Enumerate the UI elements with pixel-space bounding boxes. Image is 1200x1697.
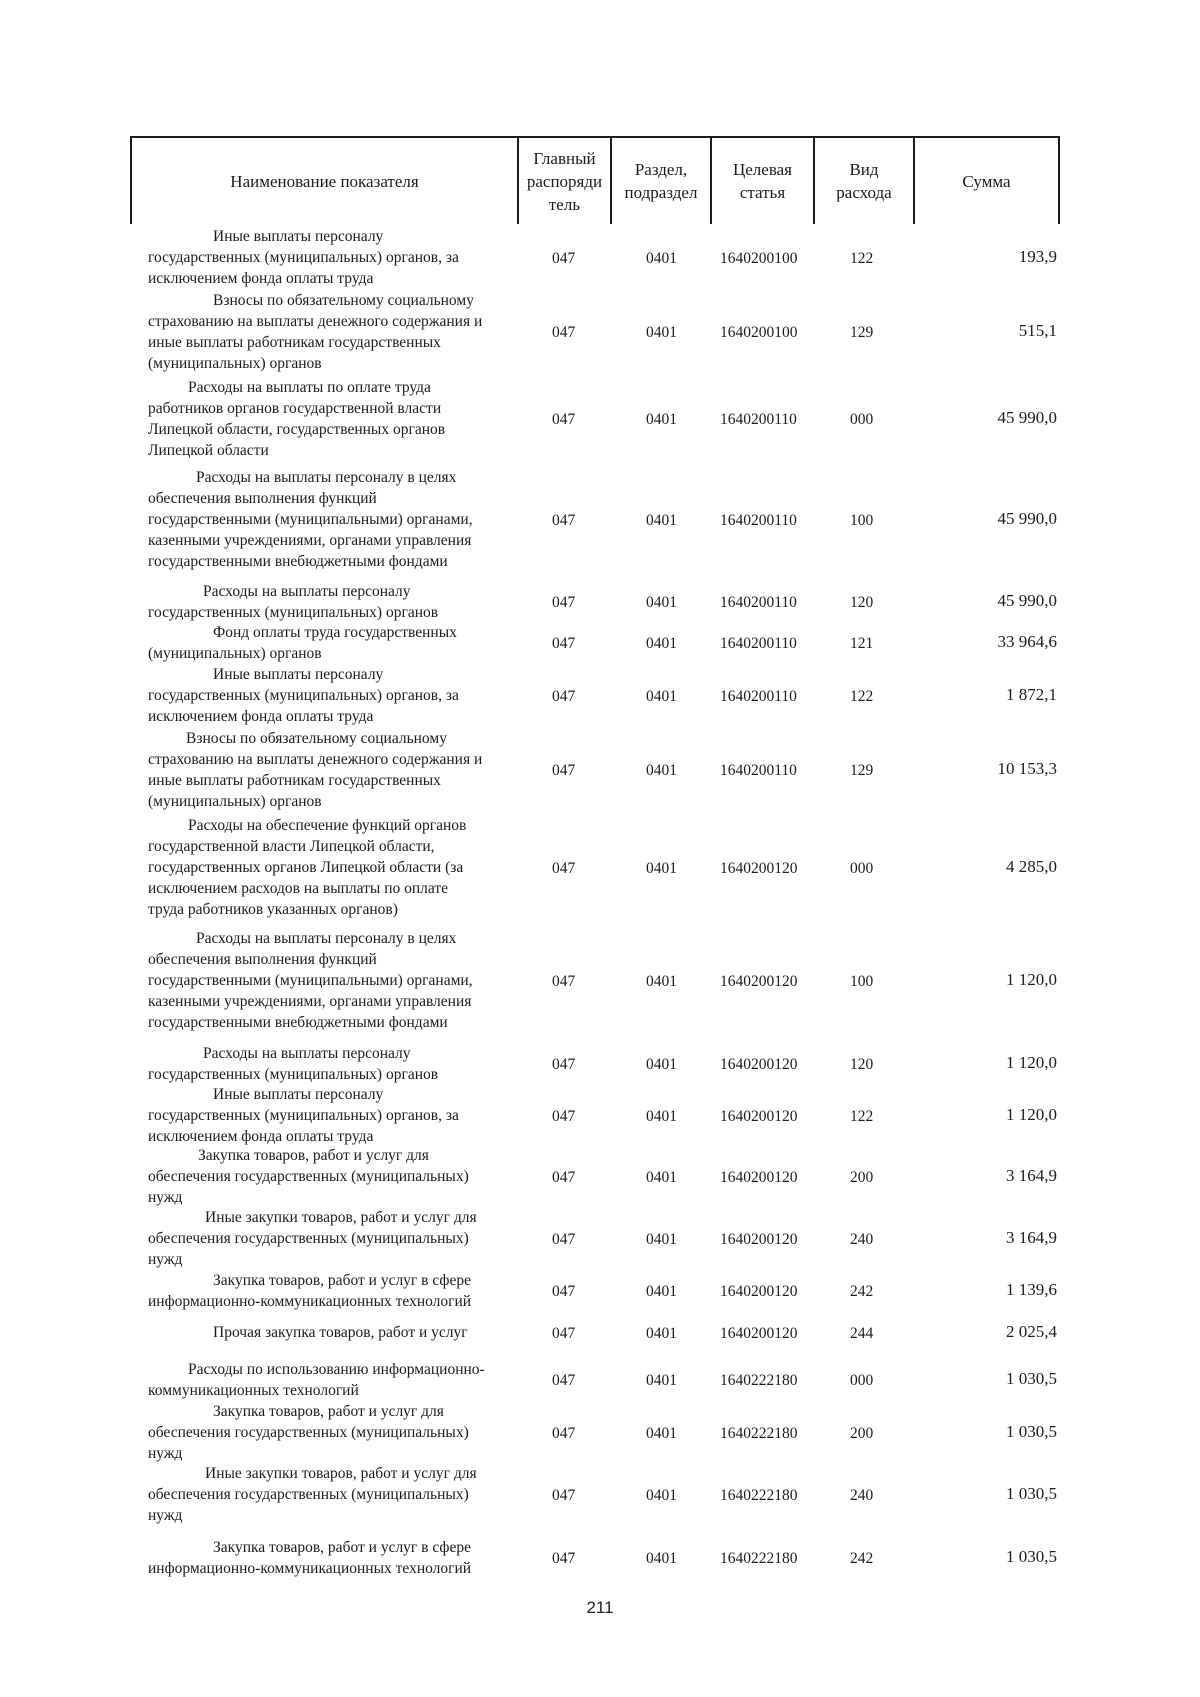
row-name bbox=[148, 1084, 518, 1147]
row-section: 0401 bbox=[646, 973, 677, 990]
row-grbs: 047 bbox=[552, 1231, 576, 1248]
row-target: 1640200120 bbox=[720, 1056, 798, 1073]
table-row bbox=[0, 1145, 1200, 1208]
table-row bbox=[0, 1401, 1200, 1464]
row-sum: 10 153,3 bbox=[997, 759, 1057, 778]
row-grbs: 047 bbox=[552, 1283, 576, 1300]
table-row bbox=[0, 1084, 1200, 1147]
table-row bbox=[0, 467, 1200, 572]
row-target: 1640222180 bbox=[720, 1550, 798, 1567]
row-name bbox=[148, 1270, 518, 1312]
row-name bbox=[148, 728, 518, 812]
row-name-first-line: Фонд оплаты труда государственных bbox=[213, 624, 457, 641]
row-sum: 1 120,0 bbox=[1006, 970, 1057, 989]
row-name-rest: обеспечения выполнения функций государственными (муниципальными) органами, казенными учреждениями, органами управления государственными внебюджетными фондами bbox=[148, 490, 473, 570]
table-row bbox=[0, 377, 1200, 461]
row-name-rest: (муниципальных) органов bbox=[148, 645, 322, 662]
row-target: 1640222180 bbox=[720, 1372, 798, 1389]
table-row bbox=[0, 1322, 1200, 1343]
row-name-first-line: Расходы на обеспечение функций органов bbox=[188, 817, 467, 834]
row-target: 1640200120 bbox=[720, 1283, 798, 1300]
row-name-first-line: Расходы по использованию информационно- bbox=[188, 1361, 485, 1378]
row-sum: 3 164,9 bbox=[1006, 1166, 1057, 1185]
row-name bbox=[148, 290, 518, 374]
row-grbs: 047 bbox=[552, 512, 576, 529]
row-name-first-line: Расходы на выплаты персоналу bbox=[203, 1045, 411, 1062]
row-grbs: 047 bbox=[552, 1325, 576, 1342]
row-grbs: 047 bbox=[552, 973, 576, 990]
row-vid: 242 bbox=[850, 1283, 874, 1300]
row-section: 0401 bbox=[646, 1550, 677, 1567]
row-vid: 120 bbox=[850, 594, 874, 611]
row-sum: 2 025,4 bbox=[1006, 1322, 1057, 1341]
row-target: 1640200120 bbox=[720, 1108, 798, 1125]
row-grbs: 047 bbox=[552, 1550, 576, 1567]
row-sum: 515,1 bbox=[1018, 321, 1057, 340]
row-name-rest: информационно-коммуникационных технологий bbox=[148, 1293, 472, 1310]
row-sum: 1 030,5 bbox=[1006, 1547, 1057, 1566]
row-sum: 45 990,0 bbox=[997, 591, 1057, 610]
row-sum: 1 139,6 bbox=[1006, 1280, 1057, 1299]
row-section: 0401 bbox=[646, 324, 677, 341]
row-name-rest: обеспечения государственных (муниципальных) нужд bbox=[148, 1230, 469, 1268]
row-grbs: 047 bbox=[552, 1108, 576, 1125]
row-name-first-line: Закупка товаров, работ и услуг в сфере bbox=[213, 1272, 471, 1289]
row-grbs: 047 bbox=[552, 411, 576, 428]
row-grbs: 047 bbox=[552, 594, 576, 611]
header-rule bbox=[1058, 136, 1060, 224]
row-target: 1640200110 bbox=[720, 762, 797, 779]
row-name-first-line: Иные закупки товаров, работ и услуг для bbox=[205, 1209, 477, 1226]
row-name bbox=[148, 1463, 518, 1526]
header-target: Целевая статья bbox=[732, 160, 793, 202]
row-section: 0401 bbox=[646, 860, 677, 877]
row-vid: 200 bbox=[850, 1169, 874, 1186]
row-section: 0401 bbox=[646, 635, 677, 652]
row-target: 1640200110 bbox=[720, 512, 797, 529]
row-target: 1640200100 bbox=[720, 324, 798, 341]
row-target: 1640200110 bbox=[720, 635, 797, 652]
row-name bbox=[148, 377, 518, 461]
table-row bbox=[0, 815, 1200, 920]
row-section: 0401 bbox=[646, 1108, 677, 1125]
row-name-rest: обеспечения государственных (муниципальных) нужд bbox=[148, 1168, 469, 1206]
row-section: 0401 bbox=[646, 1283, 677, 1300]
row-section: 0401 bbox=[646, 512, 677, 529]
row-section: 0401 bbox=[646, 250, 677, 267]
row-grbs: 047 bbox=[552, 324, 576, 341]
row-section: 0401 bbox=[646, 1425, 677, 1442]
row-vid: 000 bbox=[850, 1372, 874, 1389]
row-target: 1640200120 bbox=[720, 860, 798, 877]
row-sum: 45 990,0 bbox=[997, 509, 1057, 528]
row-sum: 33 964,6 bbox=[997, 632, 1057, 651]
row-name-first-line: Расходы на выплаты по оплате труда bbox=[188, 379, 431, 396]
table-row bbox=[0, 1043, 1200, 1085]
row-section: 0401 bbox=[646, 1169, 677, 1186]
row-name-rest: информационно-коммуникационных технологий bbox=[148, 1560, 472, 1577]
row-sum: 1 872,1 bbox=[1006, 685, 1057, 704]
row-vid: 121 bbox=[850, 635, 874, 652]
row-sum: 1 030,5 bbox=[1006, 1369, 1057, 1388]
row-name-rest: страхованию на выплаты денежного содержания и иные выплаты работникам государственных (муниципальных) органов bbox=[148, 751, 483, 810]
row-name bbox=[148, 1359, 518, 1401]
row-grbs: 047 bbox=[552, 762, 576, 779]
header-section: Раздел, подраздел bbox=[624, 160, 698, 202]
row-vid: 242 bbox=[850, 1550, 874, 1567]
table-row bbox=[0, 1537, 1200, 1579]
row-sum: 3 164,9 bbox=[1006, 1228, 1057, 1247]
header-vid: Вид расхода bbox=[836, 160, 892, 202]
row-section: 0401 bbox=[646, 688, 677, 705]
table-row bbox=[0, 928, 1200, 1033]
row-vid: 122 bbox=[850, 250, 874, 267]
row-name-first-line: Взносы по обязательному социальному bbox=[213, 292, 474, 309]
row-sum: 1 030,5 bbox=[1006, 1422, 1057, 1441]
header-grbs: Главный распоряди тель bbox=[526, 148, 603, 214]
row-sum: 1 030,5 bbox=[1006, 1484, 1057, 1503]
row-name-first-line: Закупка товаров, работ и услуг для bbox=[213, 1403, 444, 1420]
row-section: 0401 bbox=[646, 1231, 677, 1248]
row-name bbox=[148, 622, 518, 664]
row-section: 0401 bbox=[646, 762, 677, 779]
row-name-rest: работников органов государственной власти Липецкой области, государственных органов Липецкой области bbox=[148, 400, 446, 459]
row-vid: 120 bbox=[850, 1056, 874, 1073]
row-name bbox=[148, 1043, 518, 1085]
row-name bbox=[148, 664, 518, 727]
row-name bbox=[148, 581, 518, 623]
row-name-first-line: Иные выплаты персоналу bbox=[213, 228, 384, 245]
row-vid: 129 bbox=[850, 762, 874, 779]
row-name bbox=[148, 815, 518, 920]
row-section: 0401 bbox=[646, 594, 677, 611]
row-name-rest: страхованию на выплаты денежного содержания и иные выплаты работникам государственных (муниципальных) органов bbox=[148, 313, 483, 372]
row-name-first-line: Взносы по обязательному социальному bbox=[186, 730, 447, 747]
row-section: 0401 bbox=[646, 1056, 677, 1073]
row-sum: 193,9 bbox=[1018, 247, 1057, 266]
row-vid: 100 bbox=[850, 512, 874, 529]
row-vid: 122 bbox=[850, 688, 874, 705]
row-name-first-line: Расходы на выплаты персоналу bbox=[203, 583, 411, 600]
row-name bbox=[148, 467, 518, 572]
table-row bbox=[0, 622, 1200, 664]
row-target: 1640200120 bbox=[720, 1231, 798, 1248]
row-name-first-line: Закупка товаров, работ и услуг для bbox=[198, 1147, 429, 1164]
table-row bbox=[0, 1207, 1200, 1270]
table-row bbox=[0, 226, 1200, 289]
row-grbs: 047 bbox=[552, 1169, 576, 1186]
row-name-rest: государственных (муниципальных) органов, за исключением фонда оплаты труда bbox=[148, 1107, 459, 1145]
row-target: 1640200100 bbox=[720, 250, 798, 267]
row-name bbox=[148, 1401, 518, 1464]
row-sum: 1 120,0 bbox=[1006, 1105, 1057, 1124]
header-sum: Сумма bbox=[962, 171, 1011, 191]
row-name-first-line: Расходы на выплаты персоналу в целях bbox=[196, 469, 457, 486]
row-target: 1640200110 bbox=[720, 688, 797, 705]
header-name: Наименование показателя bbox=[230, 171, 419, 191]
row-name-first-line: Закупка товаров, работ и услуг в сфере bbox=[213, 1539, 471, 1556]
row-name-rest: коммуникационных технологий bbox=[148, 1382, 359, 1399]
row-target: 1640222180 bbox=[720, 1425, 798, 1442]
row-name-first-line: Иные выплаты персоналу bbox=[213, 666, 384, 683]
row-name-rest: обеспечения государственных (муниципальных) нужд bbox=[148, 1486, 469, 1524]
row-vid: 240 bbox=[850, 1231, 874, 1248]
row-name-first-line: Иные выплаты персоналу bbox=[213, 1086, 384, 1103]
row-name-rest: обеспечения выполнения функций государственными (муниципальными) органами, казенными учреждениями, органами управления государственными внебюджетными фондами bbox=[148, 951, 473, 1031]
table-header bbox=[130, 136, 1060, 224]
row-vid: 122 bbox=[850, 1108, 874, 1125]
row-section: 0401 bbox=[646, 1325, 677, 1342]
row-target: 1640200120 bbox=[720, 1325, 798, 1342]
row-section: 0401 bbox=[646, 1372, 677, 1389]
row-sum: 1 120,0 bbox=[1006, 1053, 1057, 1072]
row-grbs: 047 bbox=[552, 635, 576, 652]
row-target: 1640200120 bbox=[720, 1169, 798, 1186]
row-vid: 200 bbox=[850, 1425, 874, 1442]
table-row bbox=[0, 1359, 1200, 1401]
row-grbs: 047 bbox=[552, 860, 576, 877]
row-target: 1640200120 bbox=[720, 973, 798, 990]
row-target: 1640200110 bbox=[720, 411, 797, 428]
row-name-rest: государственных (муниципальных) органов, за исключением фонда оплаты труда bbox=[148, 249, 459, 287]
row-name-first-line: Расходы на выплаты персоналу в целях bbox=[196, 930, 457, 947]
row-vid: 100 bbox=[850, 973, 874, 990]
row-vid: 000 bbox=[850, 411, 874, 428]
row-section: 0401 bbox=[646, 411, 677, 428]
page-number: 211 bbox=[586, 1598, 614, 1617]
row-target: 1640200110 bbox=[720, 594, 797, 611]
row-name bbox=[148, 1207, 518, 1270]
row-grbs: 047 bbox=[552, 250, 576, 267]
row-name-first-line: Прочая закупка товаров, работ и услуг bbox=[213, 1324, 468, 1341]
row-sum: 45 990,0 bbox=[997, 408, 1057, 427]
table-row bbox=[0, 581, 1200, 623]
row-name-rest: обеспечения государственных (муниципальных) нужд bbox=[148, 1424, 469, 1462]
table-row bbox=[0, 1463, 1200, 1526]
row-sum: 4 285,0 bbox=[1006, 857, 1057, 876]
row-vid: 240 bbox=[850, 1487, 874, 1504]
row-vid: 129 bbox=[850, 324, 874, 341]
row-grbs: 047 bbox=[552, 1425, 576, 1442]
row-vid: 244 bbox=[850, 1325, 874, 1342]
row-target: 1640222180 bbox=[720, 1487, 798, 1504]
table-row bbox=[0, 1270, 1200, 1312]
row-name bbox=[148, 1537, 518, 1579]
table-row bbox=[0, 728, 1200, 812]
row-grbs: 047 bbox=[552, 1372, 576, 1389]
row-name-first-line: Иные закупки товаров, работ и услуг для bbox=[205, 1465, 477, 1482]
row-name-rest: государственных (муниципальных) органов bbox=[148, 1066, 439, 1083]
row-name-rest: государственных (муниципальных) органов, за исключением фонда оплаты труда bbox=[148, 687, 459, 725]
row-grbs: 047 bbox=[552, 1487, 576, 1504]
row-name bbox=[148, 928, 518, 1033]
row-grbs: 047 bbox=[552, 1056, 576, 1073]
row-name-rest: государственных (муниципальных) органов bbox=[148, 604, 439, 621]
row-grbs: 047 bbox=[552, 688, 576, 705]
row-name-rest: государственной власти Липецкой области, государственных органов Липецкой области (за исключением расходов на выплаты по оплате труда работников указанных органов) bbox=[148, 838, 464, 918]
row-section: 0401 bbox=[646, 1487, 677, 1504]
row-name bbox=[148, 1322, 518, 1343]
table-row bbox=[0, 664, 1200, 727]
row-name bbox=[148, 226, 518, 289]
row-name bbox=[148, 1145, 518, 1208]
table-row bbox=[0, 290, 1200, 374]
row-vid: 000 bbox=[850, 860, 874, 877]
